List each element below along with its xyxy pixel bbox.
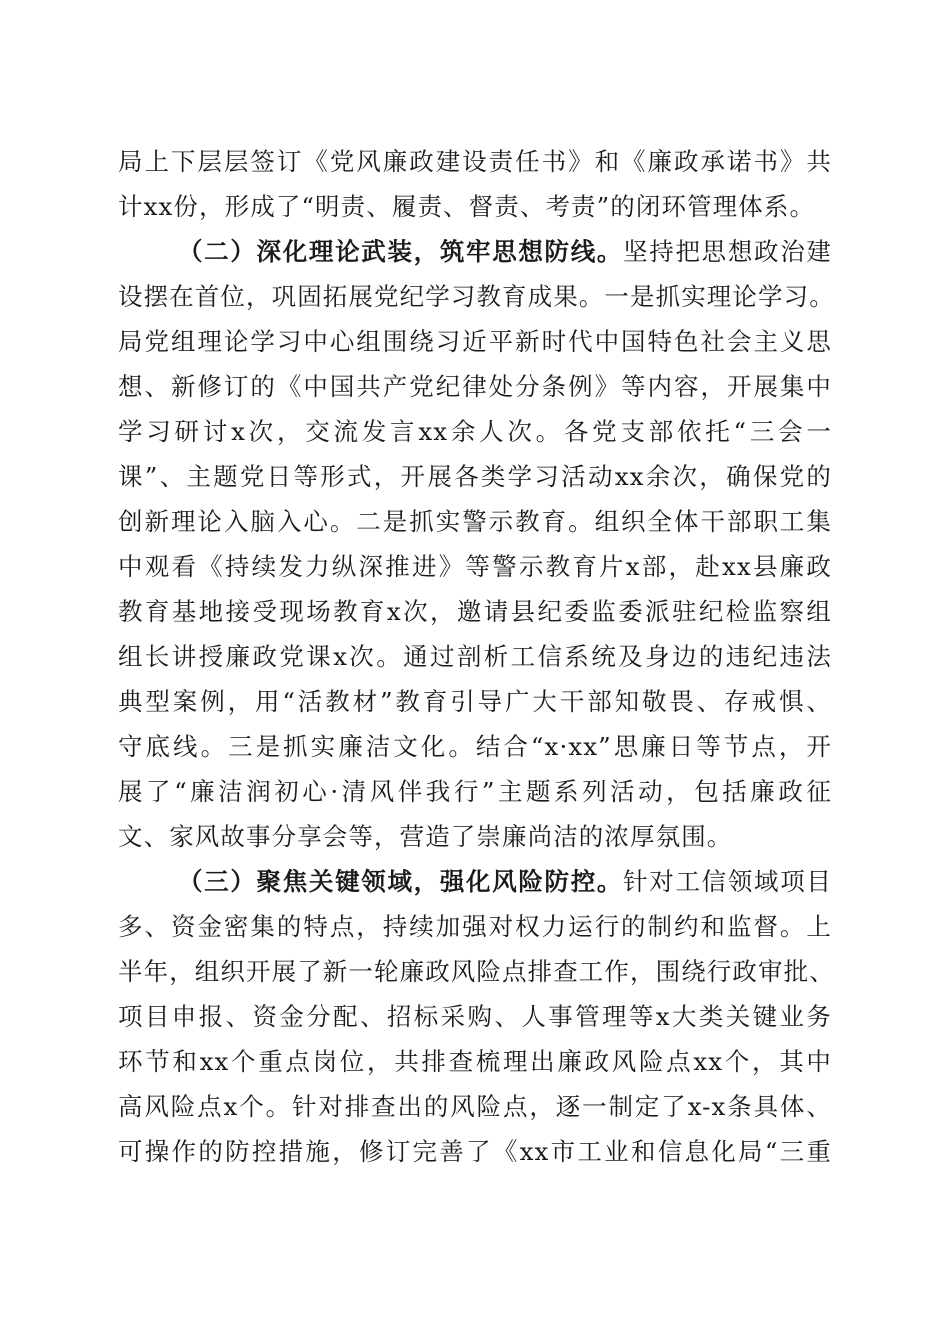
text-line-7: 学习研讨x次，交流发言xx余人次。各党支部依托“三会一 bbox=[118, 417, 832, 446]
section-3-line bbox=[178, 862, 832, 902]
text-line-22: 高风险点x个。针对排查出的风险点，逐一制定了x-x条具体、 bbox=[118, 1092, 832, 1121]
text-line-10: 中观看《持续发力纵深推进》等警示教育片x部，赴xx县廉政 bbox=[118, 552, 832, 581]
text-line-4: 设摆在首位，巩固拓展党纪学习教育成果。一是抓实理论学习。 bbox=[118, 282, 835, 311]
text-line-1: 局上下层层签订《党风廉政建设责任书》和《廉政承诺书》共 bbox=[118, 147, 832, 176]
section-2-line bbox=[178, 232, 832, 272]
text-line-6: 想、新修订的《中国共产党纪律处分条例》等内容，开展集中 bbox=[118, 372, 832, 401]
section-2-intro: 坚持把思想政治建 bbox=[623, 237, 832, 266]
text-line-20: 项目申报、资金分配、招标采购、人事管理等x大类关键业务 bbox=[118, 1002, 832, 1031]
text-line-19: 半年，组织开展了新一轮廉政风险点排查工作，围绕行政审批、 bbox=[118, 957, 835, 986]
text-line-23: 可操作的防控措施，修订完善了《xx市工业和信息化局“三重 bbox=[118, 1137, 832, 1166]
text-line-2: 计xx份，形成了“明责、履责、督责、考责”的闭环管理体系。 bbox=[118, 192, 816, 221]
text-line-16: 文、家风故事分享会等，营造了崇廉尚洁的浓厚氛围。 bbox=[118, 822, 733, 851]
text-line-5: 局党组理论学习中心组围绕习近平新时代中国特色社会主义思 bbox=[118, 327, 832, 356]
text-line-21: 环节和xx个重点岗位，共排查梳理出廉政风险点xx个，其中 bbox=[118, 1047, 832, 1076]
text-line-14: 守底线。三是抓实廉洁文化。结合“x·xx”思廉日等节点，开 bbox=[118, 732, 832, 761]
text-line-9: 创新理论入脑入心。二是抓实警示教育。组织全体干部职工集 bbox=[118, 507, 832, 536]
text-line-12: 组长讲授廉政党课x次。通过剖析工信系统及身边的违纪违法 bbox=[118, 642, 832, 671]
text-line-11: 教育基地接受现场教育x次，邀请县纪委监委派驻纪检监察组 bbox=[118, 597, 832, 626]
text-line-15: 展了“廉洁润初心·清风伴我行”主题系列活动，包括廉政征 bbox=[118, 777, 832, 806]
text-line-8: 课”、主题党日等形式，开展各类学习活动xx余次，确保党的 bbox=[118, 462, 832, 491]
section-3-heading: （三）聚焦关键领域，强化风险防控。 bbox=[178, 867, 624, 896]
text-line-13: 典型案例，用“活教材”教育引导广大干部知敬畏、存戒惧、 bbox=[118, 687, 832, 716]
section-2-heading: （二）深化理论武装，筑牢思想防线。 bbox=[178, 237, 624, 266]
section-3-intro: 针对工信领域项目 bbox=[623, 867, 832, 896]
text-line-18: 多、资金密集的特点，持续加强对权力运行的制约和监督。上 bbox=[118, 912, 832, 941]
